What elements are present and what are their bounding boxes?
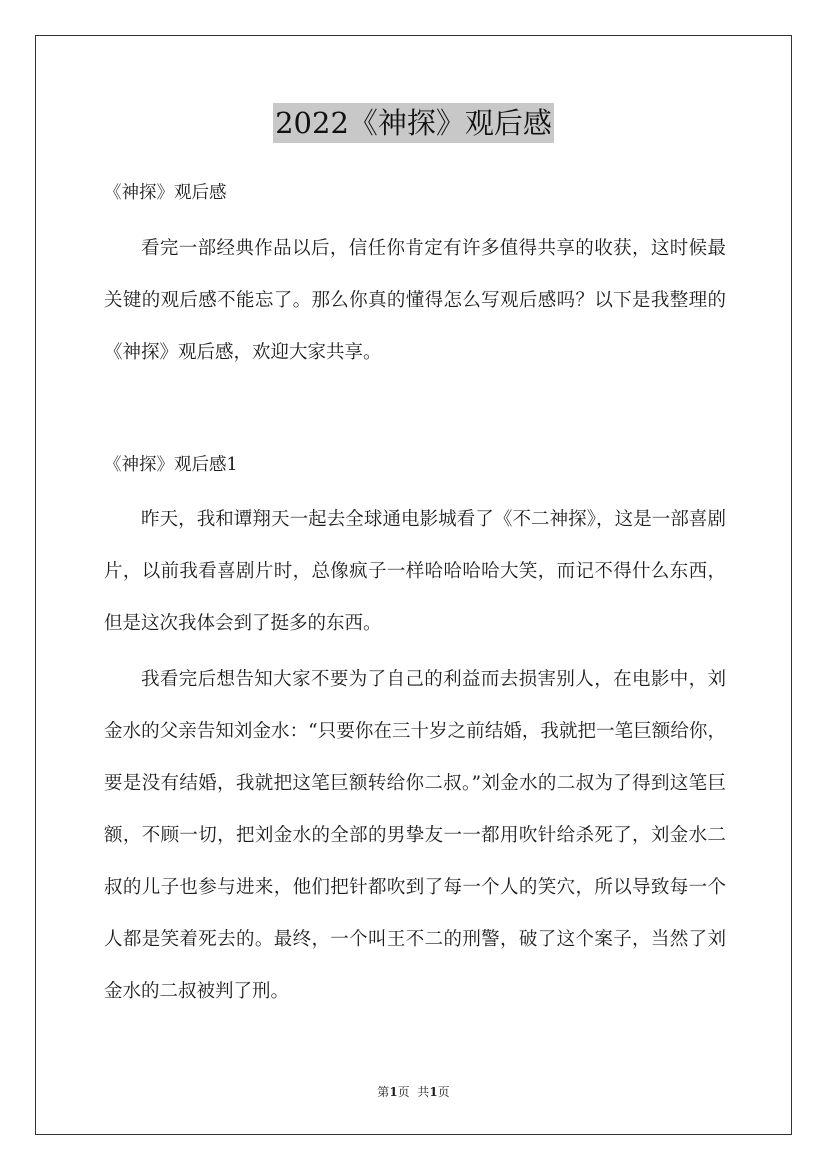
section-1-paragraph-2: 我看完后想告知大家不要为了自己的利益而去损害别人，在电影中，刘金水的父亲告知刘金水：“只要你在三十岁之前结婚，我就把一笔巨额给你，要是没有结婚，我就把这笔巨额转给你二叔。”刘金水的二叔为了得到这笔巨额，不顾一切，把刘金水的全部的男挚友一一都用吹针给杀死了，刘金水二叔的儿子也参与进来，他们把针都吹到了每一个人的笑穴，所以导致每一个人都是笑着死去的。最终，一个叫王不二的刑警，破了这个案子，当然了刘金水的二叔被判了刑。 (104, 669, 726, 1002)
title-container (0, 103, 827, 143)
document-subtitle: 《神探》观后感 (104, 183, 227, 203)
footer-page-mid: 页 共 (397, 1085, 430, 1099)
section-1-heading: 《神探》观后感1 (104, 455, 238, 475)
footer-page-total: 1 (429, 1085, 438, 1099)
footer-page-prefix: 第 (377, 1085, 390, 1099)
document-title: 2022《神探》观后感 (273, 103, 554, 143)
section-1-paragraph-1: 昨天，我和谭翔天一起去全球通电影城看了《不二神探》，这是一部喜剧片，以前我看喜剧片时，总像疯子一样哈哈哈哈大笑，而记不得什么东西，但是这次我体会到了挺多的东西。 (104, 509, 726, 634)
footer-page-suffix: 页 (437, 1085, 450, 1099)
intro-paragraph: 看完一部经典作品以后，信任你肯定有许多值得共享的收获，这时候最关键的观后感不能忘了。那么你真的懂得怎么写观后感吗？以下是我整理的《神探》观后感，欢迎大家共享。 (104, 238, 726, 363)
page-footer (0, 1084, 827, 1100)
footer-page-current: 1 (389, 1085, 398, 1099)
